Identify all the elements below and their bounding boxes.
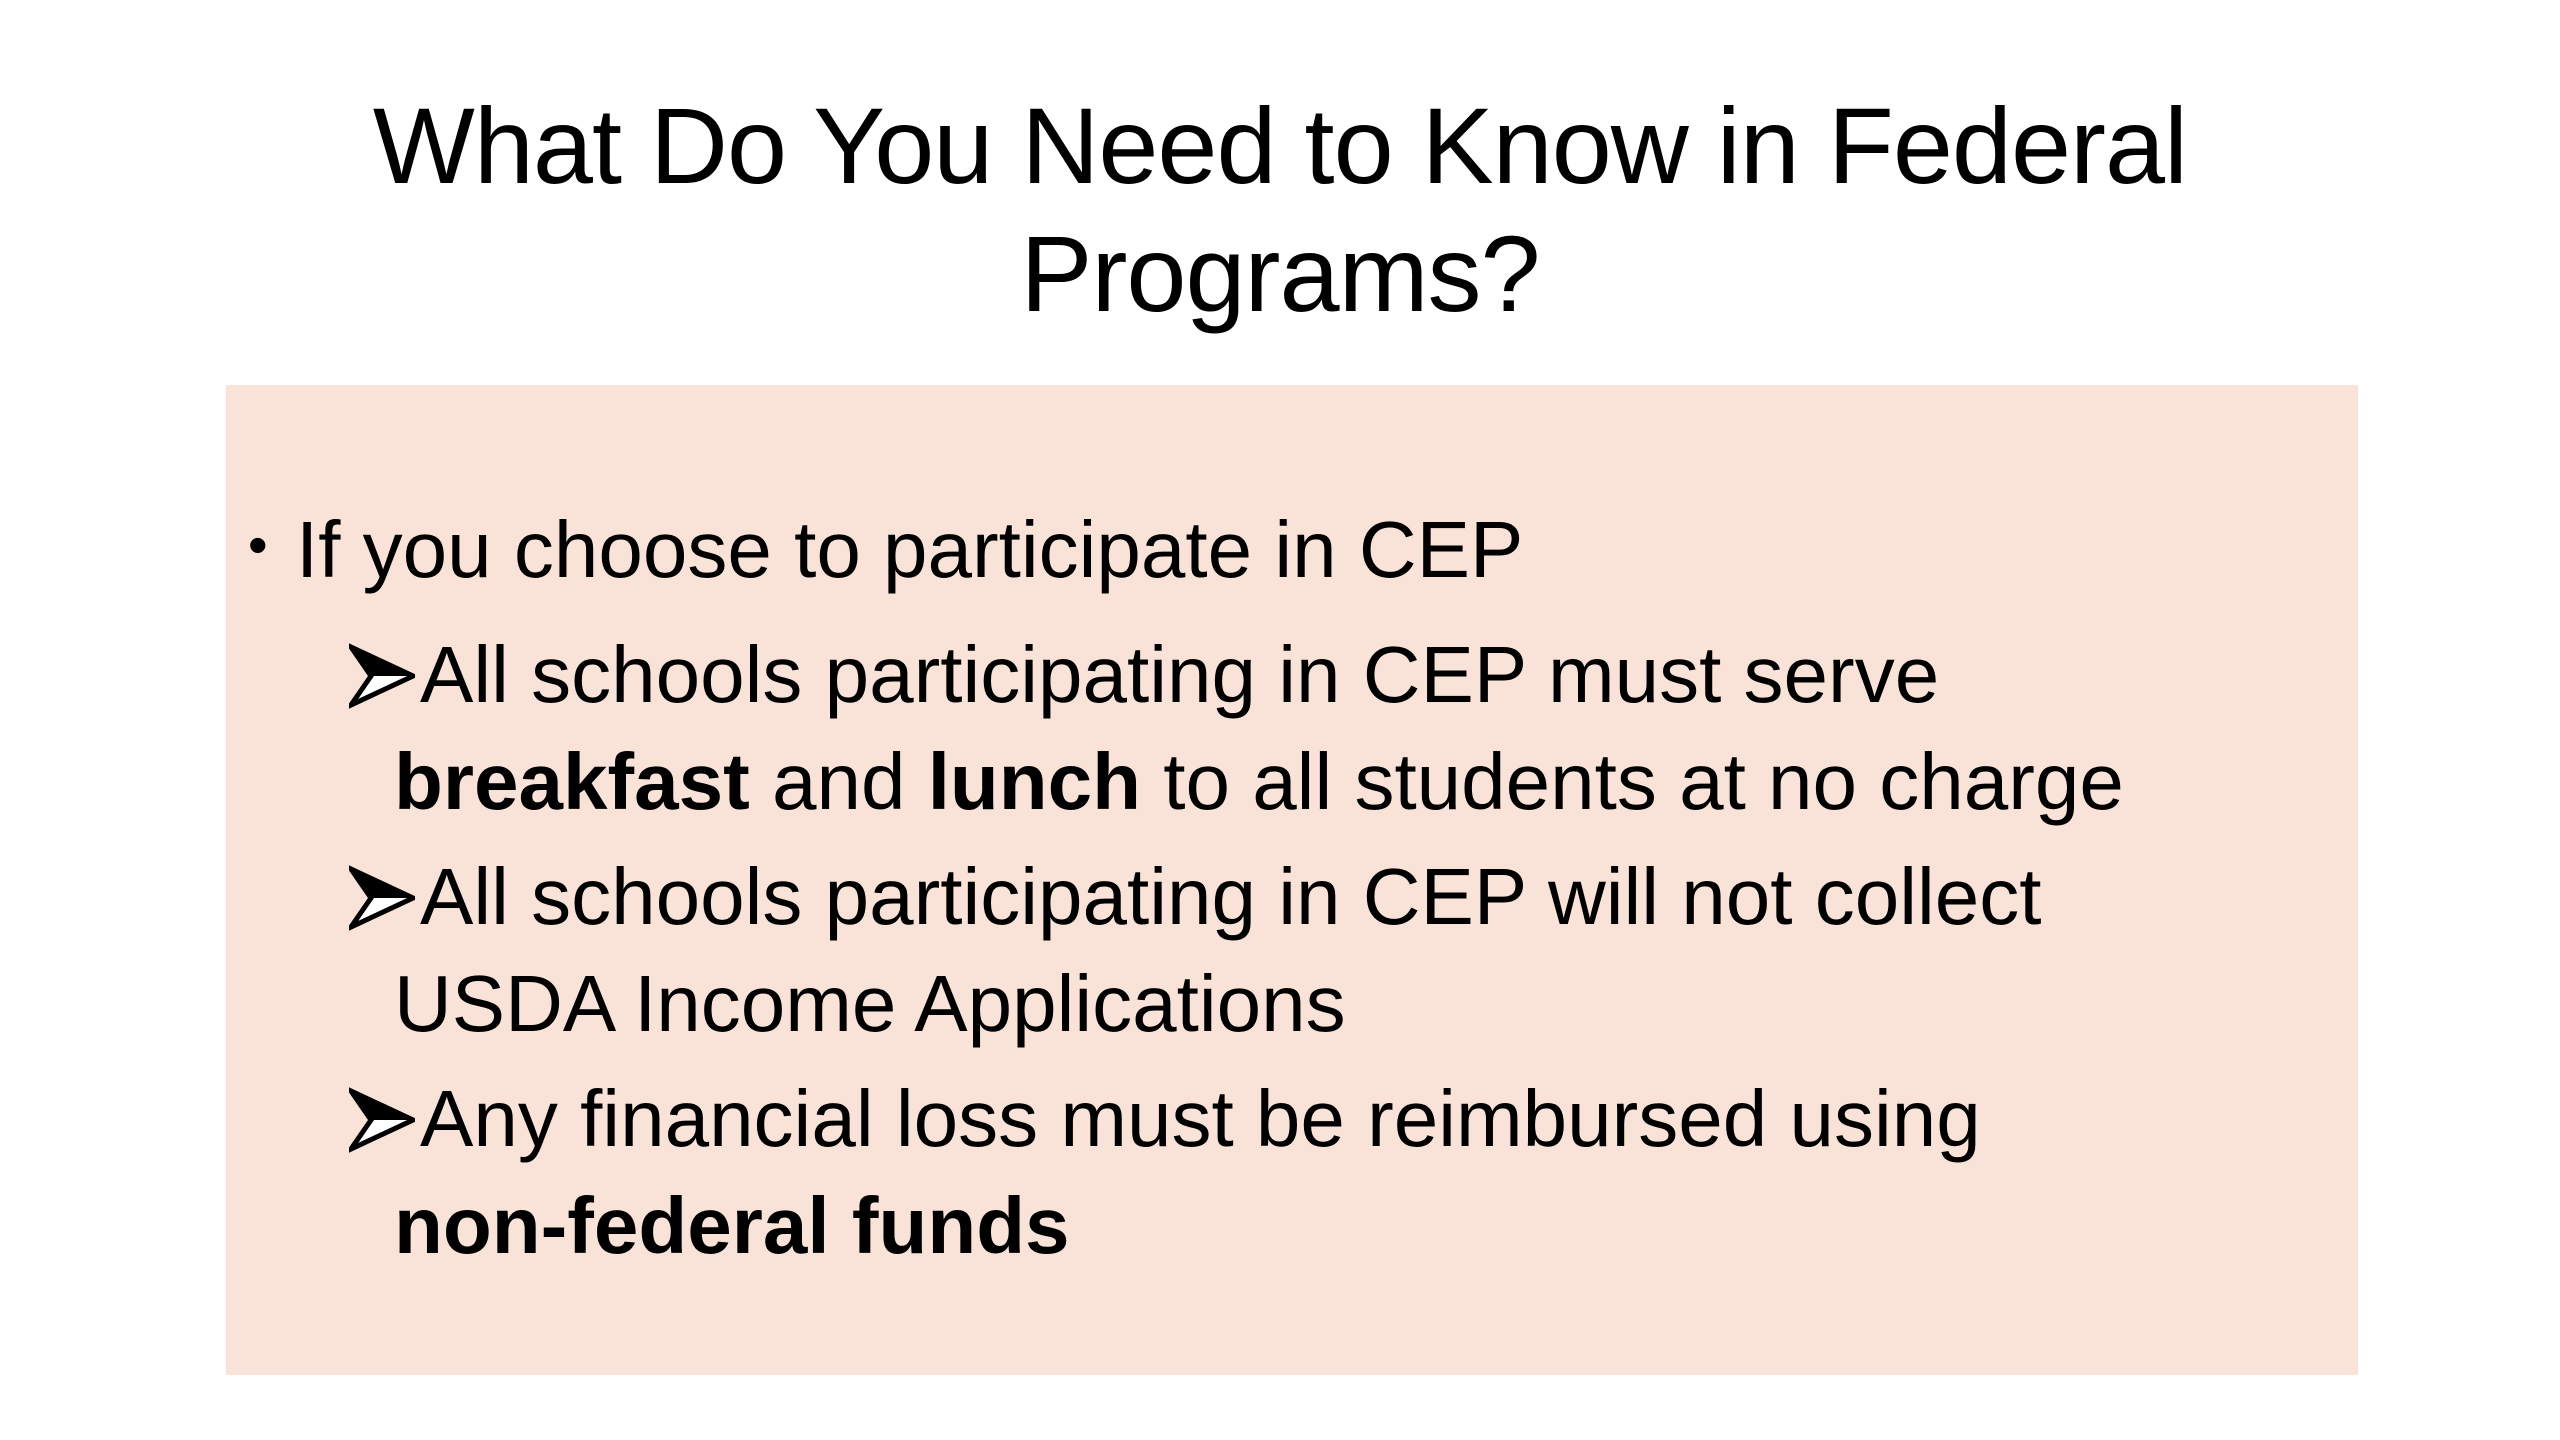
slide-title-line-1: What Do You Need to Know in Federal (372, 85, 2188, 206)
main-bullet-text: If you choose to participate in CEP (296, 505, 1524, 594)
emphasis-lunch: lunch (927, 737, 1142, 826)
content-panel (226, 385, 2358, 1375)
sub-bullet-2-line-2: USDA Income Applications (394, 959, 1346, 1048)
sub-bullet-3-line-1: Any financial loss must be reimbursed using (420, 1074, 1981, 1163)
sub-bullet-1-rest: to all students at no charge (1141, 737, 2124, 826)
emphasis-breakfast: breakfast (394, 737, 750, 826)
sub-bullet-3-line-2 (226, 1172, 1981, 1279)
slide-title-line-2: Programs? (1020, 213, 1540, 334)
emphasis-non-federal-funds: non-federal funds (394, 1181, 1070, 1270)
arrowhead-icon (349, 865, 415, 931)
sub-bullet-item-1 (226, 621, 2124, 835)
arrowhead-icon (349, 643, 415, 709)
slide-title (0, 82, 2560, 338)
bullet-dot-icon: • (248, 513, 268, 576)
sub-bullet-item-2 (226, 843, 2041, 1057)
sub-bullet-1-line-2 (226, 728, 2124, 835)
sub-bullet-1-connector: and (749, 737, 928, 826)
sub-bullet-item-3 (226, 1065, 1981, 1279)
arrowhead-icon (349, 1087, 415, 1153)
main-bullet-item (248, 495, 1523, 605)
sub-bullet-2-line-1: All schools participating in CEP will not collect (420, 852, 2042, 941)
sub-bullet-1-line-1: All schools participating in CEP must serve (420, 630, 1940, 719)
